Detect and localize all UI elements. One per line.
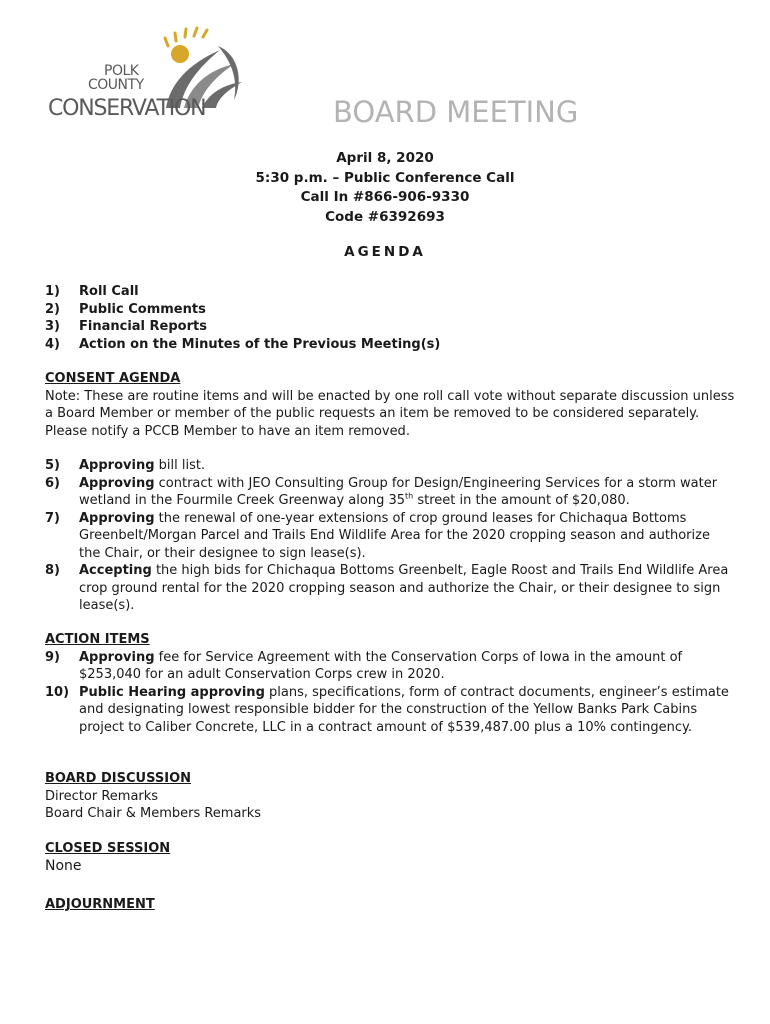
list-item — [45, 457, 735, 475]
consent-agenda-note: Note: These are routine items and will be enacted by one roll call vote without separate discussion unless a Board Member or member of the public requests an item be removed to be considered separately. Please notify a PCCB Member to have an item removed. — [45, 388, 735, 439]
logo-text-county: COUNTY — [88, 77, 144, 93]
item-superscript: th — [405, 491, 414, 501]
meeting-details — [0, 149, 770, 227]
adjournment-section — [45, 896, 735, 914]
polk-county-conservation-logo — [48, 24, 248, 134]
opening-items-list — [45, 283, 735, 353]
closed-session-heading: CLOSED SESSION — [45, 841, 171, 856]
list-item — [45, 475, 735, 510]
list-item — [45, 510, 735, 563]
action-items-heading: ACTION ITEMS — [45, 632, 150, 647]
item-lead: Approving — [79, 510, 155, 526]
item-number: 10) — [45, 684, 70, 700]
item-text: plans, specifications, form of contract documents, engineer’s estimate and designating lowest responsible bidder for the construction of the Yellow Banks Park Cabins project to Caliber Concrete, LLC in a contract amount of $539,487.00 plus a 10% contingency. — [79, 684, 729, 735]
meeting-time: 5:30 p.m. – Public Conference Call — [255, 169, 515, 186]
item-number: 5) — [45, 458, 60, 473]
item-number: 1) — [45, 284, 60, 299]
consent-agenda-section — [45, 370, 735, 440]
board-discussion-section — [45, 770, 735, 823]
item-lead: Approving — [79, 649, 155, 665]
item-text: Public Comments — [79, 301, 206, 317]
meeting-date: April 8, 2020 — [336, 150, 434, 166]
item-number: 6) — [45, 475, 60, 491]
item-lead: Accepting — [79, 563, 152, 578]
item-number: 2) — [45, 301, 60, 317]
list-item — [45, 684, 735, 737]
agenda-heading: AGENDA — [344, 244, 426, 260]
item-number: 4) — [45, 336, 60, 352]
closed-session-text: None — [45, 857, 82, 874]
item-text: Roll Call — [79, 284, 139, 299]
list-item — [45, 318, 735, 336]
item-lead: Approving — [79, 458, 155, 473]
item-text: the renewal of one-year extensions of crop ground leases for Chichaqua Bottoms Greenbelt/Morgan Parcel and Trails End Wildlife Area for the 2020 cropping season and authorize the Chair, or their designee to sign lease(s). — [79, 510, 710, 561]
item-text: Action on the Minutes of the Previous Meeting(s) — [79, 336, 441, 352]
closed-session-section — [45, 840, 735, 875]
list-item — [45, 649, 735, 684]
logo-text-polk: POLK — [104, 63, 139, 79]
item-text: contract with JEO Consulting Group for Design/Engineering Services for a storm water wetland in the Fourmile Creek Greenway along 35 — [79, 475, 718, 508]
adjournment-heading: ADJOURNMENT — [45, 897, 155, 912]
meeting-code: Code #6392693 — [325, 208, 445, 225]
discussion-line: Board Chair & Members Remarks — [45, 806, 262, 821]
item-lead: Approving — [79, 475, 155, 491]
item-text: the high bids for Chichaqua Bottoms Greenbelt, Eagle Roost and Trails End Wildlife Area crop ground rental for the 2020 cropping season and authorize the Chair, or their designee to sign lease(s). — [79, 563, 729, 613]
list-item — [45, 283, 735, 301]
item-text: Financial Reports — [79, 319, 207, 334]
discussion-line: Director Remarks — [45, 788, 159, 804]
page-title: BOARD MEETING — [333, 95, 579, 129]
item-text: fee for Service Agreement with the Conservation Corps of Iowa in the amount of $253,040 for an adult Conservation Corps crew in 2020. — [79, 649, 683, 682]
board-discussion-heading: BOARD DISCUSSION — [45, 771, 191, 786]
item-number: 3) — [45, 319, 60, 334]
consent-agenda-heading: CONSENT AGENDA — [45, 371, 181, 386]
item-number: 7) — [45, 510, 60, 526]
list-item — [45, 336, 735, 354]
meeting-call-in: Call In #866-906-9330 — [300, 189, 470, 205]
list-item — [45, 301, 735, 319]
item-text-cont: street in the amount of $20,080. — [413, 493, 630, 508]
item-number: 8) — [45, 563, 60, 578]
list-item — [45, 562, 735, 615]
item-text: bill list. — [154, 458, 206, 473]
item-lead: Public Hearing approving — [79, 684, 265, 700]
item-number: 9) — [45, 649, 60, 665]
consent-items-list — [45, 457, 735, 615]
logo-text-conservation: CONSERVATION — [48, 96, 206, 121]
action-items-section — [45, 631, 735, 736]
